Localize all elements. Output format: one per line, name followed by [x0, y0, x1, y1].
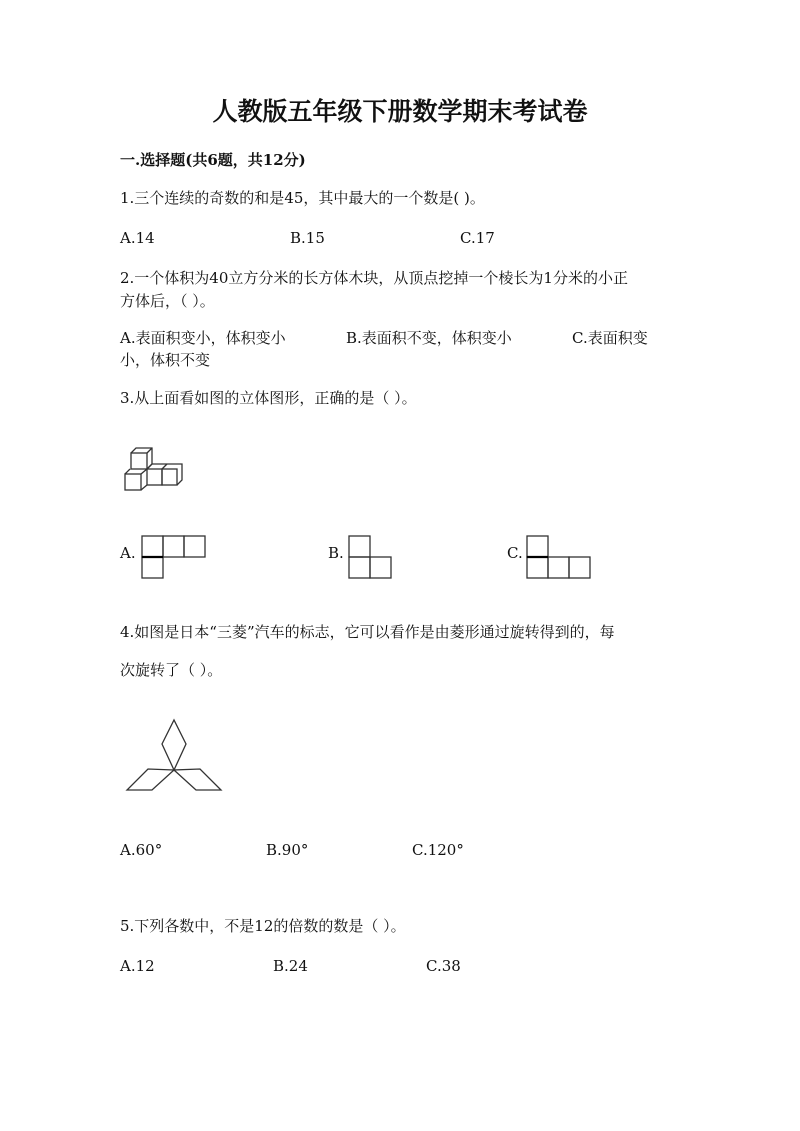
question-4-option-b[interactable]: B.90° — [266, 841, 309, 859]
question-4-option-c[interactable]: C.120° — [412, 841, 464, 859]
question-4-stem-line2: 次旋转了（ ）。 — [120, 661, 223, 679]
question-4-stem-line1: 4.如图是日本“三菱”汽车的标志，它可以看作是由菱形通过旋转得到的，每 — [120, 623, 615, 641]
question-1-option-b[interactable]: B.15 — [290, 229, 325, 247]
question-2-option-c-continued: 小，体积不变 — [120, 351, 211, 369]
solid-figure-3d — [122, 444, 186, 492]
question-1-option-c[interactable]: C.17 — [460, 229, 495, 247]
option-c-top-view[interactable] — [526, 535, 594, 581]
section-heading: 一.选择题(共6题，共12分) — [120, 151, 306, 169]
question-5-stem: 5.下列各数中，不是12的倍数的数是（ ）。 — [120, 917, 406, 935]
question-3-stem: 3.从上面看如图的立体图形，正确的是（ ）。 — [120, 389, 417, 407]
question-2-option-c[interactable]: C.表面积变 — [572, 329, 648, 347]
question-5-option-a[interactable]: A.12 — [120, 957, 155, 975]
question-2-option-b[interactable]: B.表面积不变，体积变小 — [346, 329, 512, 347]
question-3-option-b[interactable]: B. — [328, 544, 344, 562]
question-5-option-c[interactable]: C.38 — [426, 957, 461, 975]
question-2-stem-line1: 2.一个体积为40立方分米的长方体木块，从顶点挖掉一个棱长为1分米的小正 — [120, 269, 628, 287]
question-3-option-a[interactable]: A. — [120, 544, 136, 562]
question-4-option-a[interactable]: A.60° — [120, 841, 163, 859]
question-3-option-c[interactable]: C. — [507, 544, 523, 562]
question-1-stem: 1.三个连续的奇数的和是45，其中最大的一个数是( )。 — [120, 189, 485, 207]
page-title: 人教版五年级下册数学期末考试卷 — [212, 97, 588, 126]
question-2-option-a[interactable]: A.表面积变小，体积变小 — [120, 329, 286, 347]
option-a-top-view[interactable] — [141, 535, 207, 581]
option-b-top-view[interactable] — [348, 535, 394, 581]
question-5-option-b[interactable]: B.24 — [273, 957, 308, 975]
question-2-stem-line2: 方体后，（ ）。 — [120, 292, 215, 310]
question-1-option-a[interactable]: A.14 — [120, 229, 155, 247]
mitsubishi-logo-figure — [124, 718, 224, 794]
